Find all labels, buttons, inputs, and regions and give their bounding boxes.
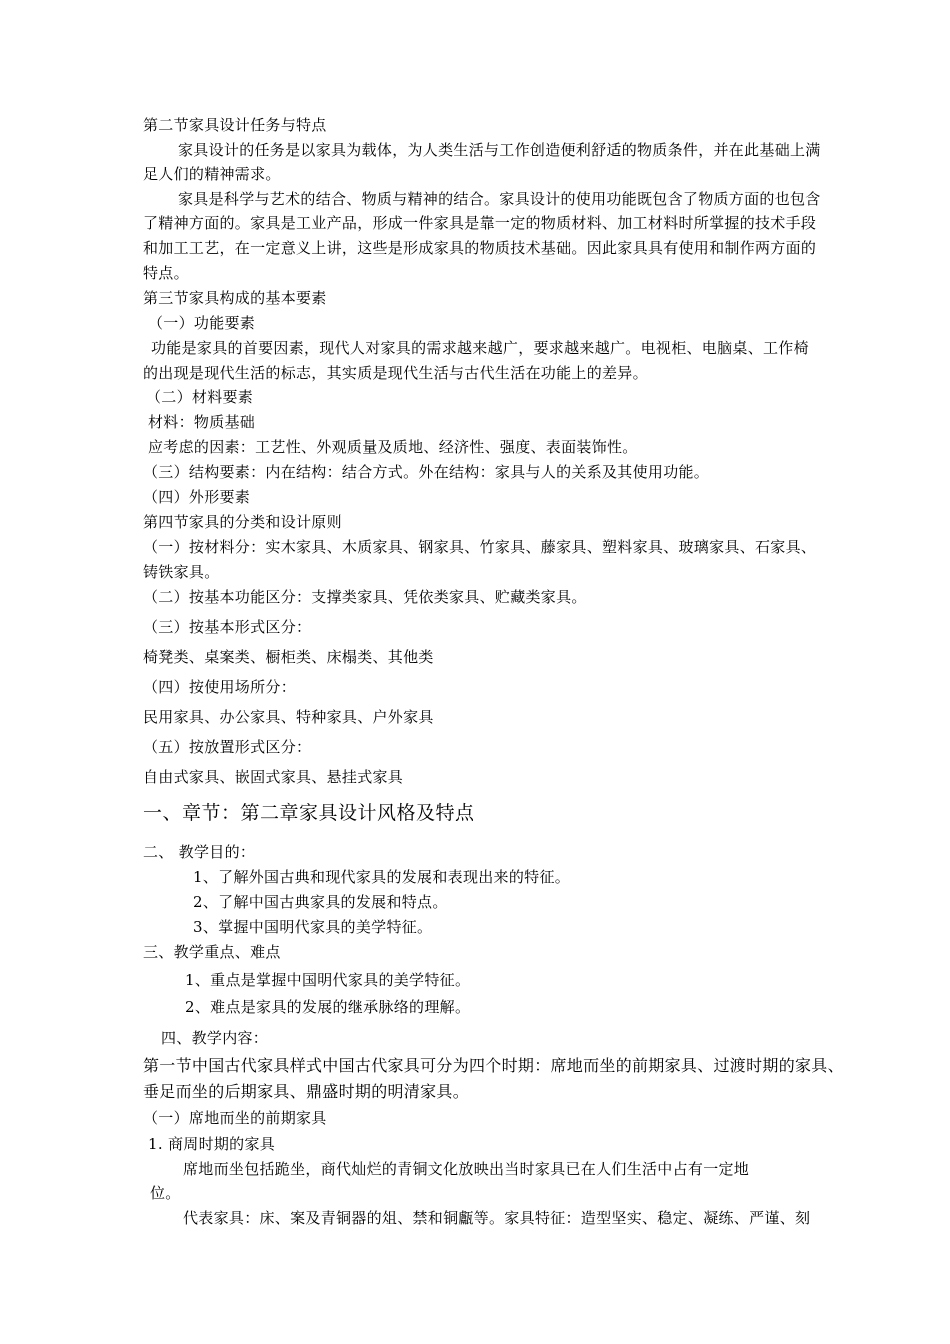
text-line: 的出现是现代生活的标志，其实质是现代生活与古代生活在功能上的差异。 xyxy=(143,364,648,382)
text-line: （一）功能要素 xyxy=(148,314,256,332)
text-line: 椅凳类、桌案类、橱柜类、床榻类、其他类 xyxy=(143,648,434,666)
text-line: （三）结构要素：内在结构：结合方式。外在结构：家具与人的关系及其使用功能。 xyxy=(143,463,710,481)
text-line: 材料：物质基础 xyxy=(148,413,256,431)
text-line: （一）席地而坐的前期家具 xyxy=(143,1109,327,1127)
text-line: 家具是科学与艺术的结合、物质与精神的结合。家具设计的使用功能既包含了物质方面的也包含 xyxy=(178,190,821,208)
text-line: 四、教学内容： xyxy=(161,1029,269,1047)
text-line: 第三节家具构成的基本要素 xyxy=(143,289,327,307)
text-line: （二）材料要素 xyxy=(146,388,254,406)
text-line: 二、 教学目的： xyxy=(143,843,256,861)
text-line: （五）按放置形式区分： xyxy=(143,738,312,756)
text-line: 功能是家具的首要因素，现代人对家具的需求越来越广，要求越来越广。电视柜、电脑桌、工作椅 xyxy=(151,339,809,357)
text-line: 2、了解中国古典家具的发展和特点。 xyxy=(193,893,448,911)
text-line: 代表家具：床、案及青铜器的俎、禁和铜甗等。家具特征：造型坚实、稳定、凝练、严谨、刻 xyxy=(183,1209,811,1227)
text-line: 1. 商周时期的家具 xyxy=(148,1135,276,1153)
text-line: 1、重点是掌握中国明代家具的美学特征。 xyxy=(185,971,471,989)
text-line: 铸铁家具。 xyxy=(143,563,220,581)
text-line: 和加工工艺，在一定意义上讲，这些是形成家具的物质技术基础。因此家具具有使用和制作两方面的 xyxy=(143,239,817,257)
text-line: 3、掌握中国明代家具的美学特征。 xyxy=(193,918,433,936)
text-line: （三）按基本形式区分： xyxy=(143,618,312,636)
text-line: 2、难点是家具的发展的继承脉络的理解。 xyxy=(185,998,471,1016)
text-line: 足人们的精神需求。 xyxy=(143,165,281,183)
text-line: 自由式家具、嵌固式家具、悬挂式家具 xyxy=(143,768,404,786)
text-line: 三、教学重点、难点 xyxy=(143,943,281,961)
text-line: 第二节家具设计任务与特点 xyxy=(143,116,327,134)
text-line: 垂足而坐的后期家具、鼎盛时期的明清家具。 xyxy=(143,1082,470,1101)
text-line: 第四节家具的分类和设计原则 xyxy=(143,513,342,531)
text-line: 一、章节：第二章家具设计风格及特点 xyxy=(143,802,475,824)
text-line: 家具设计的任务是以家具为载体，为人类生活与工作创造便利舒适的物质条件，并在此基础上满 xyxy=(178,141,821,159)
text-line: 民用家具、办公家具、特种家具、户外家具 xyxy=(143,708,434,726)
text-line: （四）按使用场所分： xyxy=(143,678,297,696)
text-line: （一）按材料分：实木家具、木质家具、钢家具、竹家具、藤家具、塑料家具、玻璃家具、石家具、 xyxy=(143,538,817,556)
text-line: 了精神方面的。家具是工业产品，形成一件家具是靠一定的物质材料、加工材料时所掌握的技术手段 xyxy=(143,214,817,232)
text-line: 第一节中国古代家具样式中国古代家具可分为四个时期：席地而坐的前期家具、过渡时期的家具、 xyxy=(143,1056,844,1075)
text-line: 应考虑的因素：工艺性、外观质量及质地、经济性、强度、表面装饰性。 xyxy=(148,438,638,456)
text-line: （四）外形要素 xyxy=(143,488,251,506)
text-line: 位。 xyxy=(150,1184,181,1202)
text-line: （二）按基本功能区分：支撑类家具、凭依类家具、贮藏类家具。 xyxy=(143,588,587,606)
text-line: 席地而坐包括跪坐，商代灿烂的青铜文化放映出当时家具已在人们生活中占有一定地 xyxy=(183,1160,750,1178)
text-line: 特点。 xyxy=(143,264,189,282)
text-line: 1、了解外国古典和现代家具的发展和表现出来的特征。 xyxy=(193,868,571,886)
